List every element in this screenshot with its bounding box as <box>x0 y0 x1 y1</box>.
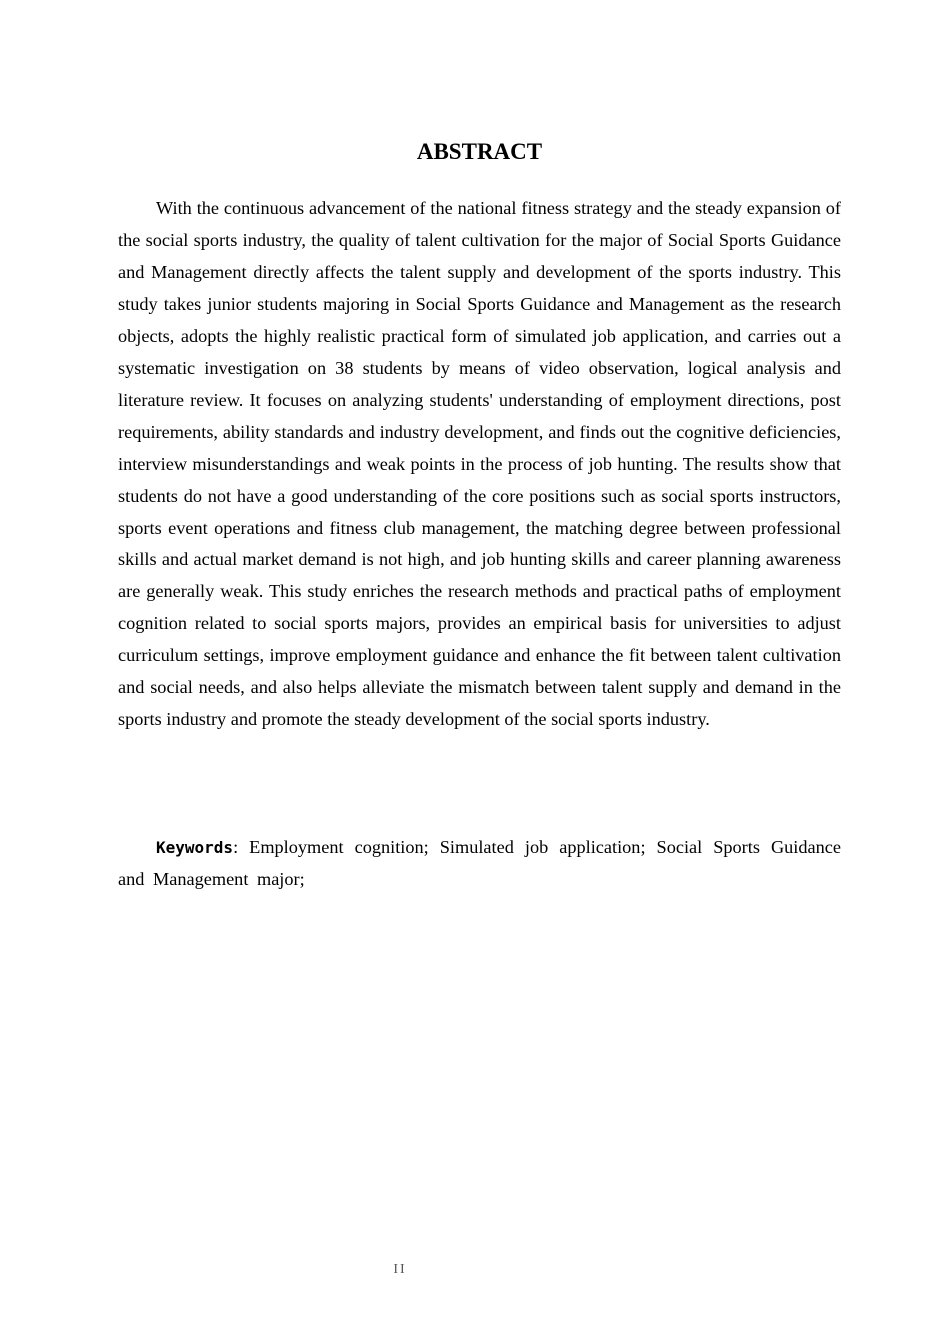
abstract-title: ABSTRACT <box>416 139 543 164</box>
keywords-paragraph <box>118 832 841 896</box>
abstract-body: With the continuous advancement of the national fitness strategy and the steady expansion of the social sports industry, the quality of talent cultivation for the major of Social Sports Guidance and Management directly affects the talent supply and development of the sports industry. This study takes junior students majoring in Social Sports Guidance and Management as the research objects, adopts the highly realistic practical form of simulated job application, and carries out a systematic investigation on 38 students by means of video observation, logical analysis and literature review. It focuses on analyzing students' understanding of employment directions, post requirements, ability standards and industry development, and finds out the cognitive deficiencies, interview misunderstandings and weak points in the process of job hunting. The results show that students do not have a good understanding of the core positions such as social sports instructors, sports event operations and fitness club management, the matching degree between professional skills and actual market demand is not high, and job hunting skills and career planning awareness are generally weak. This study enriches the research methods and practical paths of employment cognition related to social sports majors, provides an empirical basis for universities to adjust curriculum settings, improve employment guidance and enhance the fit between talent cultivation and social needs, and also helps alleviate the mismatch between talent supply and demand in the sports industry and promote the steady development of the social sports industry. <box>118 198 841 730</box>
keywords-label: Keywords <box>156 838 234 857</box>
page-number: II <box>393 1262 407 1277</box>
keywords-separator: : <box>233 837 239 857</box>
keywords-text: Employment cognition; Simulated job application; Social Sports Guidance and Management major; <box>118 837 841 889</box>
